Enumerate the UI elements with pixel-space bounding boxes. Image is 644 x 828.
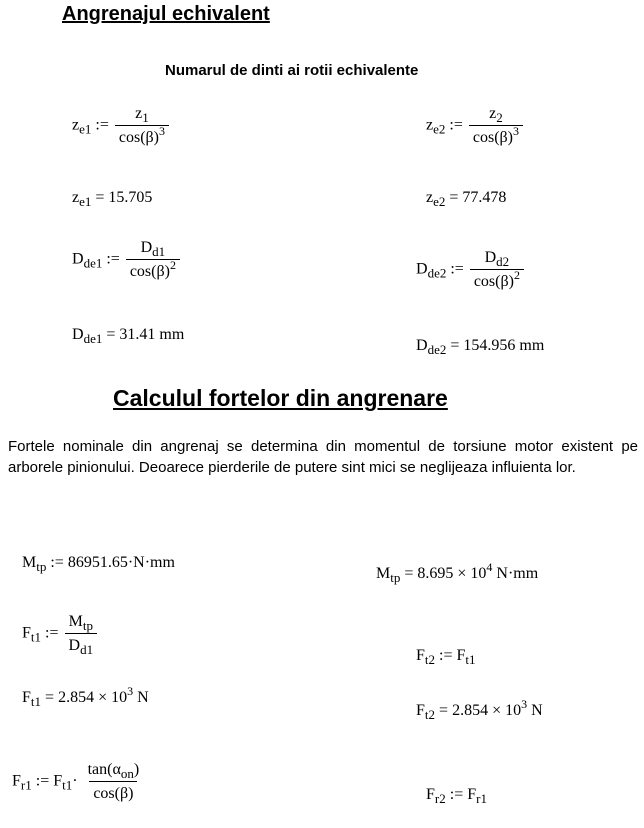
ft1-result: $F_{t1} = 2.854 \times 10^3$ N (22, 684, 149, 709)
dde1-definition: $D_{de1}$ := $\frac{D_{d1}}{\cos(\beta)^2}$ (72, 240, 182, 280)
dde2-result: $D_{de2} = 154.956$ mm (416, 337, 545, 357)
ft2-result: $F_{t2} = 2.854 \times 10^3$ N (416, 697, 543, 722)
ft1-definition: $F_{t1}$ := $\frac{M_{tp}}{D_{d1}}$ (22, 614, 99, 654)
fr2-definition: $F_{r2}$ := $F_{r1}$ (426, 786, 487, 806)
description-paragraph: Fortele nominale din angrenaj se determina din momentul de torsiune motor existent pe arborele pinionului. Deoarece pierderile de putere sint mici se neglijeaza influienta lor. (8, 438, 638, 476)
section-subtitle: Numarul de dinti ai rotii echivalente (165, 62, 419, 79)
fr1-definition: $F_{r1}$ := $F_{t1}\cdot$ $\frac{\tan(\alpha_{on})}{\cos(\beta)}$ (12, 761, 140, 802)
dde1-result: $D_{de1} = 31.41$ mm (72, 326, 185, 346)
mtp-result: $M_{tp} = 8.695 \times 10^4$ N·mm (376, 560, 539, 585)
page-title: Angrenajul echivalent (62, 3, 270, 25)
mtp-definition: $M_{tp}$ := 86951.65·N·mm (22, 554, 175, 574)
ft2-definition: $F_{t2}$ := $F_{t1}$ (416, 647, 476, 667)
ze2-result: $z_{e2} = 77.478$ (426, 189, 507, 209)
ze2-definition: $z_{e2}$ := $\frac{z_2}{\cos(\beta)^3}$ (426, 106, 525, 146)
section-heading: Calculul fortelor din angrenare (113, 385, 448, 411)
ze1-result: $z_{e1} = 15.705$ (72, 189, 153, 209)
ze1-definition: $z_{e1}$ := $\frac{z_1}{\cos(\beta)^3}$ (72, 106, 171, 146)
dde2-definition: $D_{de2}$ := $\frac{D_{d2}}{\cos(\beta)^2}$ (416, 250, 526, 290)
